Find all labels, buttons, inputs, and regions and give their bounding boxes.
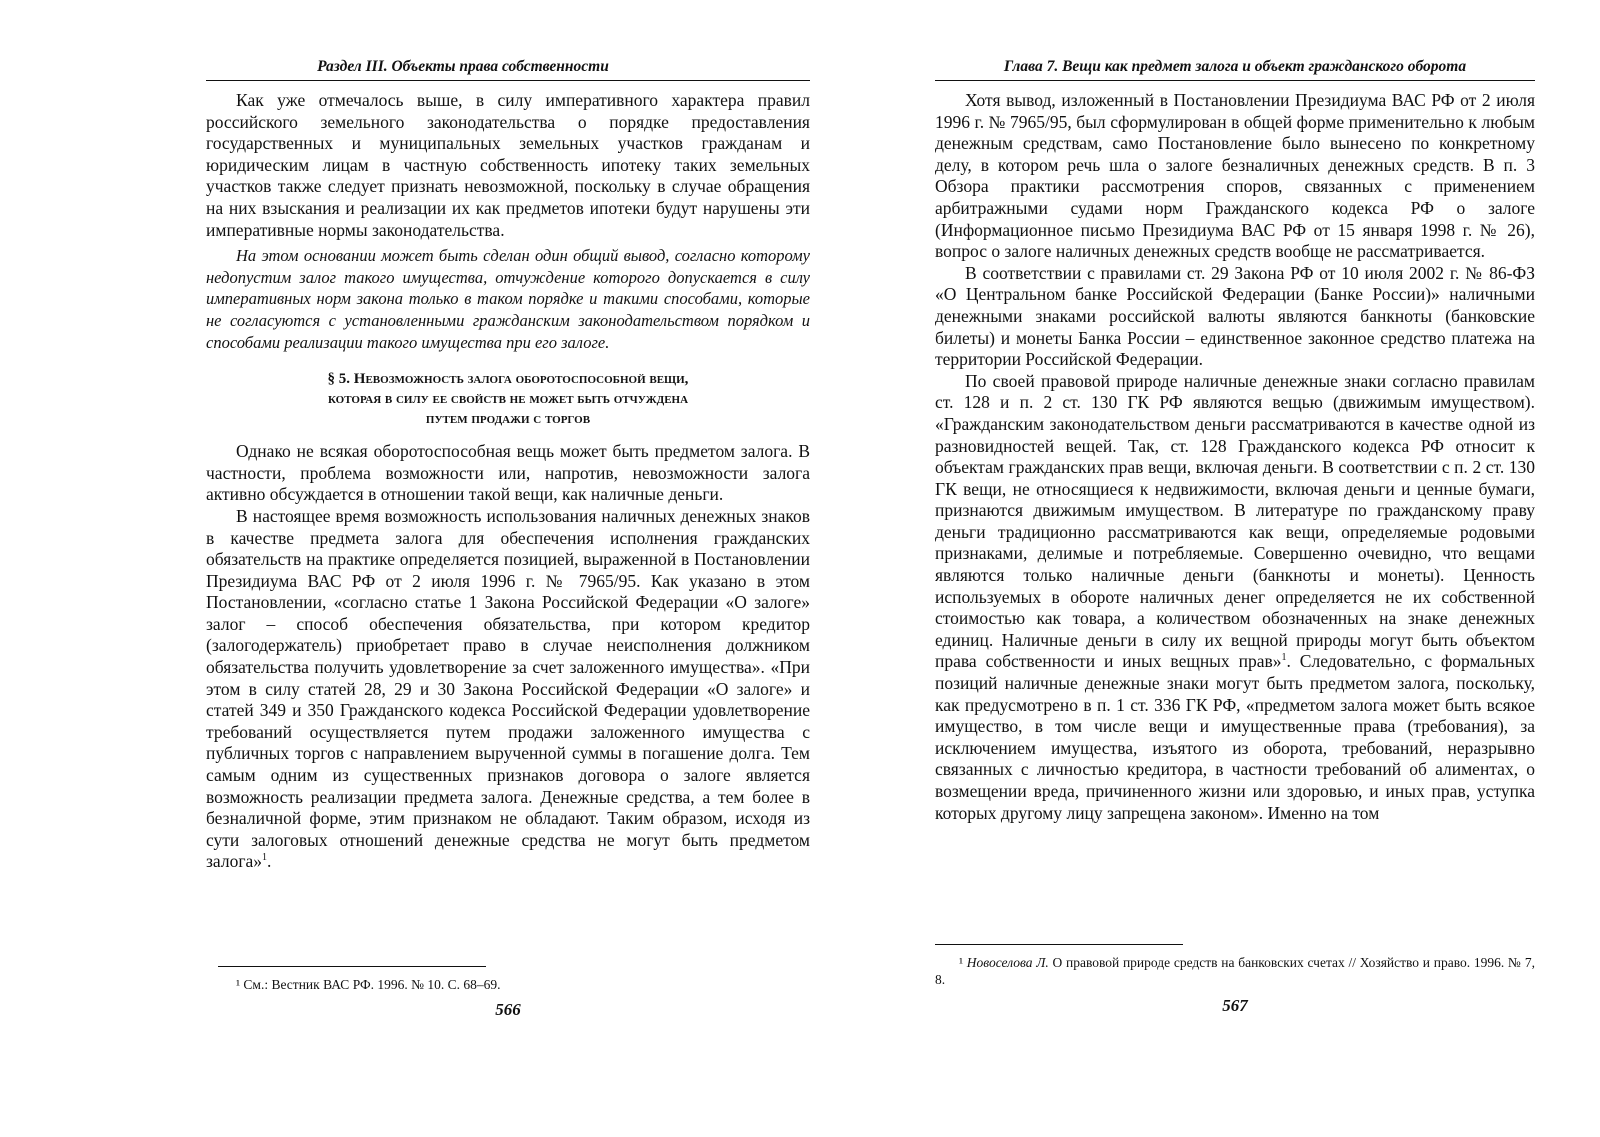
left-page	[206, 0, 810, 1137]
page-number: 566	[495, 1000, 521, 1019]
section-heading-line: § 5. Невозможность залога оборотоспособной вещи,	[327, 371, 689, 388]
paragraph: Как уже отмечалось выше, в силу императивного характера правил российского земельного законодательства о порядке предоставления государственных и муниципальных земельных участков гражданам и юридическим лицам в частную собственность ипотеку таких земельных участков также следует признать невозможной, поскольку в случае обращения на них взыскания и реализации их как предметов ипотеки будут нарушены эти императивные нормы законодательства.	[206, 90, 810, 240]
paragraph: Хотя вывод, изложенный в Постановлении Президиума ВАС РФ от 2 июля 1996 г. № 7965/95, был сформулирован в общей форме применительно к любым денежным средствам, само Постановление было вынесено по конкретному делу, в котором речь шла о залоге безналичных денежных средств. В п. 3 Обзора практики рассмотрения споров, связанных с применением арбитражными судами норм Гражданского кодекса РФ о залоге (Информационное письмо Президиума ВАС РФ от 15 января 1998 г. № 26), вопрос о залоге наличных денежных средств вообще не рассматривается.	[935, 90, 1535, 262]
footnote-mark: 1	[262, 852, 268, 864]
paragraph-text: В настоящее время возможность использования наличных денежных знаков в качестве предмета залога для обеспечения исполнения гражданских обязательств на практике определяется позицией, выраженной в Постановлении Президиума ВАС РФ от 2 июля 1996 г. № 7965/95. Как указано в этом Постановлении, «согласно статье 1 Закона Российской Федерации «О залоге» залог – способ обеспечения обязательства, при котором кредитор (залогодержатель) приобретает право в случае неисполнения должником обязательства получить удовлетворение за счет заложенного имущества». «При этом в силу статей 28, 29 и 30 Закона Российской Федерации «О залоге» и статей 349 и 350 Гражданского кодекса Российской Федерации удовлетворение требований осуществляется путем продажи заложенного имущества с публичных торгов с направлением вырученной суммы в погашение долга. Тем самым одним из существенных признаков договора о залоге является возможность реализации предмета залога. Денежные средства, а тем более в безналичной форме, этим признаком не обладают. Таким образом, исходя из сути залоговых отношений денежные средства не могут быть предметом залога»	[206, 505, 810, 872]
footnote-rule	[935, 944, 1183, 945]
paragraph-text: По своей правовой природе наличные денежные знаки согласно правилам ст. 128 и п. 2 ст. 130 ГК РФ являются вещью (движимым имуществом). «Гражданским законодательством деньги рассматриваются в качестве одной из разновидностей вещей. Так, ст. 128 Гражданского кодекса РФ относит к объектам гражданских прав вещи, включая деньги. В соответствии с п. 2 ст. 130 ГК вещи, не относящиеся к недвижимости, включая деньги и ценные бумаги, признаются движимым имуществом. В литературе по гражданскому праву деньги традиционно рассматриваются как вещи, определяемые родовыми признаками, делимые и потребляемые. Совершенно очевидно, что вещами являются только наличные деньги (банкноты и монеты). Ценность используемых в обороте наличных денег определяется не их собственной стоимостью как товара, а количеством обозначенных на знаке денежных единиц. Наличные деньги в силу их вещной природы могут быть объектом права собственности и иных вещных прав»	[935, 370, 1535, 672]
page-number: 567	[1222, 996, 1248, 1015]
section-heading-line: путем продажи с торгов	[425, 411, 591, 428]
right-page	[935, 0, 1535, 1137]
paragraph-text: . Следовательно, с формальных позиций наличные денежные знаки могут быть предметом залога, поскольку, как предусмотрено в п. 1 ст. 336 ГК РФ, «предметом залога может быть всякое имущество, в том числе вещи и имущественные права (требования), за исключением имущества, изъятого из оборота, требований, неразрывно связанных с личностью кредитора, в частности требований об алиментах, о возмещении вреда, причиненного жизни или здоровью, и иных прав, уступка которых другому лицу запрещена законом». Именно на том	[935, 651, 1535, 823]
section-heading	[236, 369, 780, 429]
footnote-number: ¹	[959, 955, 964, 970]
footnote-text: О правовой природе средств на банковских счетах // Хозяйство и право. 1996. № 7, 8.	[935, 955, 1536, 987]
footnote-author: Новоселова Л.	[966, 955, 1049, 970]
footnote-mark: 1	[1281, 652, 1287, 664]
paragraph	[935, 371, 1535, 824]
right-page-body	[935, 90, 1535, 824]
paragraph: Однако не всякая оборотоспособная вещь может быть предметом залога. В частности, проблема возможности или, напротив, невозможности залога активно обсуждается в отношении такой вещи, как наличные деньги.	[206, 441, 810, 505]
section-heading-line: которая в силу ее свойств не может быть отчуждена	[327, 391, 689, 408]
running-head-left: Раздел III. Объекты права собственности	[206, 58, 810, 81]
italic-paragraph: На этом основании может быть сделан один общий вывод, согласно которому недопустим залог такого имущества, отчуждение которого допускается в силу императивных норм закона только в таком порядке и такими способами, которые не согласуются с установленными гражданским законодательством порядком и способами реализации такого имущества при его залоге.	[206, 246, 810, 352]
paragraph: В соответствии с правилами ст. 29 Закона РФ от 10 июля 2002 г. № 86-ФЗ «О Центральном банке Российской Федерации (Банке России)» наличными денежными знаками российской валюты являются банкноты (банковские билеты) и монеты Банка России – единственное законное средство платежа на территории Российской Федерации.	[935, 262, 1535, 370]
footnote: ¹ См.: Вестник ВАС РФ. 1996. № 10. С. 68–69.	[236, 977, 501, 992]
paragraph: В настоящее время возможность использования наличных денежных знаков в качестве предмета залога для обеспечения исполнения гражданских обязательств на практике определяется позицией, выраженной в Постановлении Президиума ВАС РФ от 2 июля 1996 г. № 7965/95. Как указано в этом Постановлении, «согласно статье 1 Закона Российской Федерации «О залоге» залог – способ обеспечения обязательства, при котором кредитор (залогодержатель) приобретает право в случае неисполнения должником обязательства получить удовлетворение за счет заложенного имущества». «При этом в силу статей 28, 29 и 30 Закона Российской Федерации «О залоге» и статей 349 и 350 Гражданского кодекса Российской Федерации удовлетворение требований осуществляется путем продажи заложенного имущества с публичных торгов с направлением вырученной суммы в погашение долга. Тем самым одним из существенных признаков договора о залоге является возможность реализации предмета залога. Денежные средства, а тем более в безналичной форме, этим признаком не обладают. Таким образом, исходя из сути залоговых отношений денежные средства не могут быть предметом залога»$^1$.	[206, 505, 810, 872]
running-head-right: Глава 7. Вещи как предмет залога и объект гражданского оборота	[935, 58, 1535, 81]
footnote	[935, 954, 1535, 988]
left-page-body	[206, 90, 810, 873]
footnote-rule	[218, 966, 486, 967]
